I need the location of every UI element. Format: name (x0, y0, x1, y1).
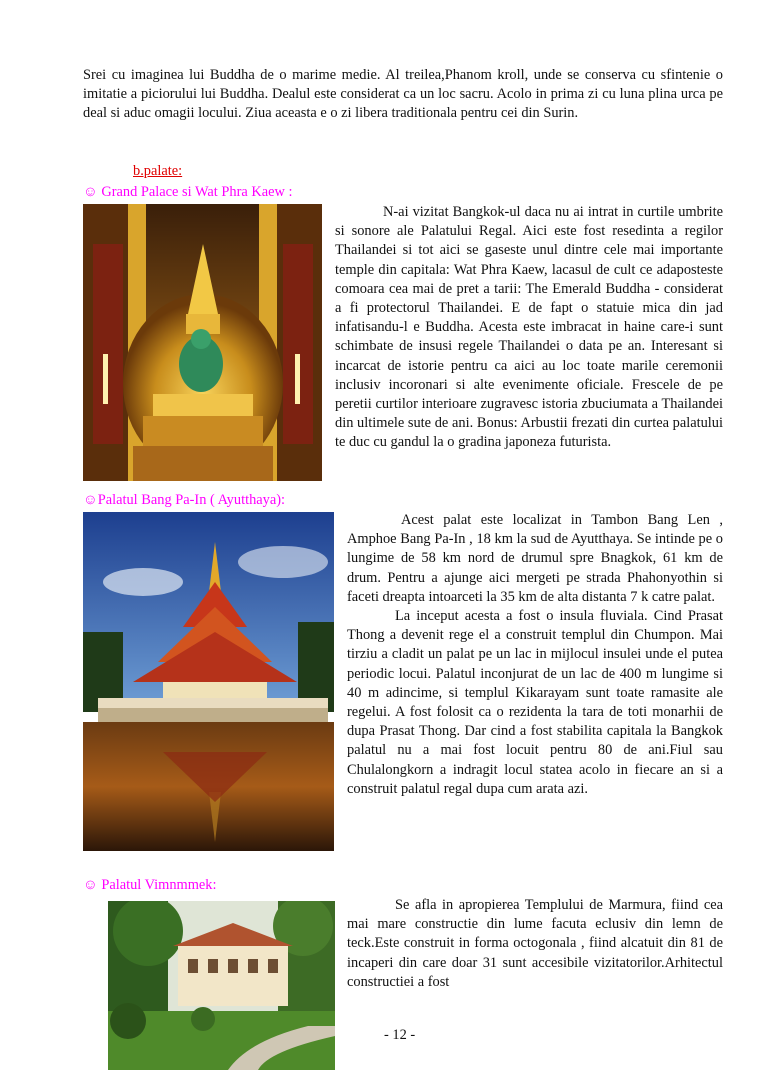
smiley-icon: ☺ (83, 877, 98, 893)
subheading-palaces: b.palate: (133, 163, 183, 179)
section-title-grand-palace (83, 183, 293, 201)
emerald-buddha-image (83, 204, 322, 481)
section-text-grand-palace (335, 203, 723, 453)
smiley-icon: ☺ (83, 492, 98, 508)
section-text-bang-pa-in (347, 511, 723, 799)
section-title-text: Palatul Bang Pa-In ( Ayutthaya): (97, 492, 286, 508)
section-title-text: Grand Palace si Wat Phra Kaew : (101, 184, 293, 200)
bang-pa-in-image (83, 512, 334, 851)
section-title-text: Palatul Vimnmmek: (101, 877, 217, 893)
intro-paragraph: Srei cu imaginea lui Buddha de o marime medie. Al treilea,Phanom kroll, unde se conserva cu sfintenie o imitatie a piciorului lui Buddha. Dealul este considerat ca un loc sacru. Acolo in prima zi cu luna plina urca pe deal si aduc omagii locului. Ziua aceasta e o zi libera traditionala pentru cei din Surin. (83, 67, 723, 122)
section-title-bang-pa-in (83, 491, 285, 509)
section-title-vimanmek (83, 876, 217, 894)
paragraph: Se afla in apropierea Templului de Marmura, fiind cea mai mare constructie din lume facuta eclusiv din lemn de teck.Este construit in forma octogonala , fiind alcatuit din 81 de incaperi din care doar 31 sunt accesibile vizitatorilor.Arhitectul constructiei a fost (347, 897, 723, 990)
paragraph: N-ai vizitat Bangkok-ul daca nu ai intrat in curtile umbrite si sonore ale Palatului Regal. Aici este fost resedinta a regilor Thailandei si tot aici se gaseste unul dintre cele mai importante temple din capitala: Wat Phra Kaew, lacasul de cult ce adaposteste comoara cea mai de pret a tarii: The Emerald Buddha - considerat a fi protectorul Thailandei. E de fapt o statuie mica din jad infatisandu-l e Buddha. Acesta este imbracat in haine care-i sunt schimbate de insusi regele Thailandei o data pe an. Interesant si incarcat de istorie pentru ca aici au loc toate marile ceremonii inclusiv incoronari si alte evenimente oficiale. Frescele de pe peretii curtilor interioare zugravesc istoria zbuciumata a Thailandei din ultimele sute de ani. Bonus: Arbustii frezati din curtea palatului te duc cu gandul la o gradina japoneza futurista. (335, 204, 723, 451)
paragraph: La inceput acesta a fost o insula fluviala. Cind Prasat Thong a devenit rege el a construit templul din Chumpon. Mai tirziu a cladit un palat pe un lac in mijlocul insulei unde el putea periodic locui. Palatul inconjurat de un lac de 400 m lungime si 40 m adincime, si templul Kikarayam sunt toate ramasite ale regelui. A fost folosit ca o rezidenta la tara de toti monarhii de dupa Prasat Thong. Dar cind a fost stabilita capitala la Bangkok palatul nu a mai fost locuit pentru 80 de ani.Fiul sau Chulalongkorn a indragit locul statea acolo in fiecare an si a construit palatul regal dupa cum arata azi. (347, 608, 723, 797)
paragraph: Acest palat este localizat in Tambon Bang Len , Amphoe Bang Pa-In , 18 km la sud de Ayutthaya. Se intinde pe o lungime de 58 km nord de drumul spre Bnagkok, 61 km de drum. Pentru a ajunge aici mergeti pe strada Phahonyothin si faceti dreapta intoarceti la 35 km de alta distanta 7 k catre palat. (347, 512, 723, 605)
smiley-icon: ☺ (83, 184, 98, 200)
vimanmek-image (108, 901, 335, 1070)
section-text-vimanmek (347, 896, 723, 992)
page-number: - 12 - (384, 1027, 416, 1043)
